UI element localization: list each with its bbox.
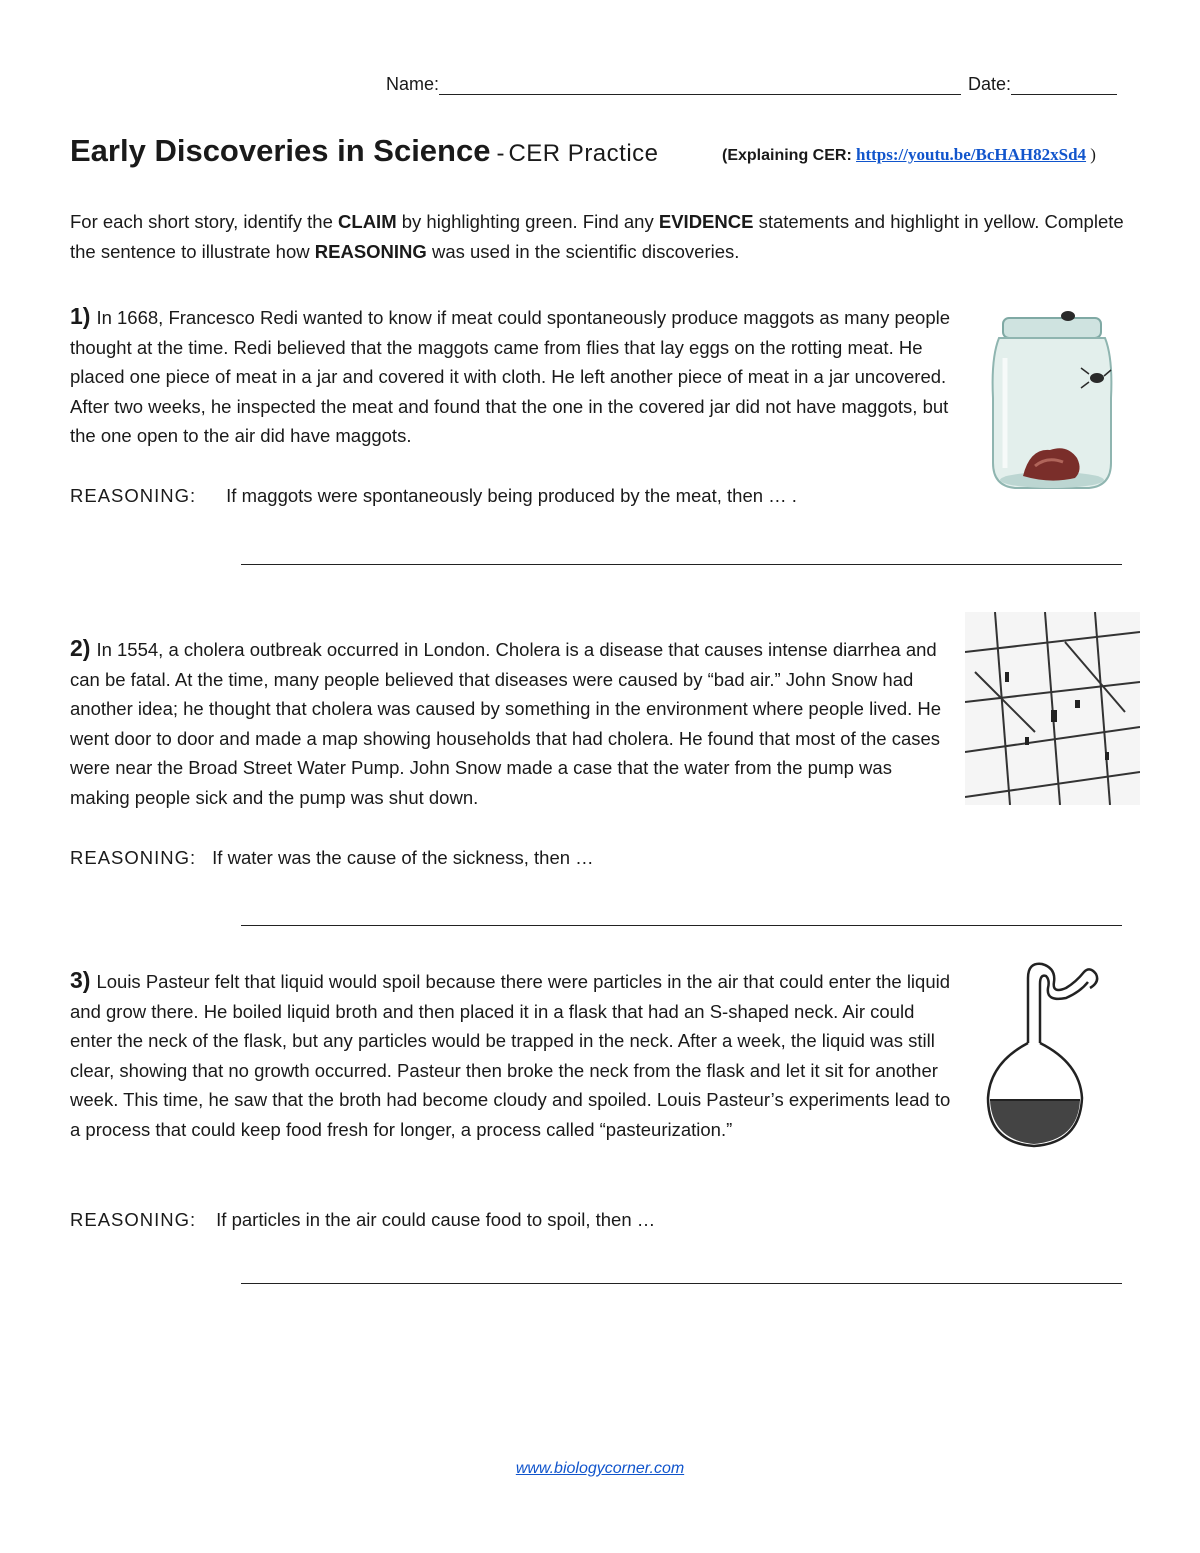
- instructions-text: For each short story, identify the: [70, 211, 339, 232]
- claim-keyword: CLAIM: [338, 211, 397, 232]
- date-label: Date:: [968, 74, 1012, 94]
- reasoning-1: [70, 485, 797, 507]
- footer-link[interactable]: www.biologycorner.com: [515, 1460, 685, 1477]
- reasoning-label: REASONING:: [70, 1209, 197, 1230]
- name-label: Name:: [386, 74, 440, 94]
- reasoning-2: [70, 847, 594, 869]
- instructions-text: statements and highlight in yellow. Complete the sentence to illustrate how: [70, 211, 1124, 262]
- title-separator: -: [496, 140, 505, 167]
- date-field[interactable]: [1011, 76, 1117, 95]
- reasoning-3: [70, 1209, 655, 1231]
- name-date-row: [386, 74, 1117, 95]
- story-text: Louis Pasteur felt that liquid would spoil because there were particles in the air that could enter the liquid and grow there. He boiled liquid broth and then placed it in a flask that had an S-shaped neck. Air could enter the neck of the flask, but any particles would be trapped in the neck. After a week, the liquid was still clear, showing that no growth occurred. Pasteur then broke the neck from the flask and let it sit for another week. This time, he saw that the broth had become cloudy and spoiled. Louis Pasteur’s experiments lead to a process that could keep food fresh for longer, a process called “pasteurization.”: [70, 971, 951, 1140]
- explain-label: (Explaining CER:: [722, 147, 852, 164]
- story-2: [70, 634, 955, 812]
- explain-link[interactable]: https://youtu.be/BcHAH82xSd4: [856, 145, 1087, 164]
- reasoning-keyword: REASONING: [314, 240, 427, 262]
- instructions-text: was used in the scientific discoveries.: [426, 240, 740, 262]
- title-row: [70, 133, 659, 169]
- name-field[interactable]: [439, 76, 961, 95]
- story-number: 1): [70, 303, 91, 329]
- story-1: [70, 302, 955, 451]
- instructions: [70, 207, 1130, 266]
- cholera-map-image: [965, 612, 1140, 805]
- reasoning-prompt: If water was the cause of the sickness, then …: [212, 847, 594, 868]
- story-number: 2): [70, 635, 91, 661]
- answer-line-2[interactable]: [241, 925, 1122, 926]
- page-subtitle: CER Practice: [508, 140, 659, 167]
- explain-close: ): [1090, 145, 1096, 164]
- answer-line-1[interactable]: [241, 564, 1122, 565]
- reasoning-label: REASONING:: [70, 847, 197, 868]
- evidence-keyword: EVIDENCE: [658, 211, 754, 232]
- reasoning-prompt: If particles in the air could cause food to spoil, then …: [216, 1209, 656, 1230]
- reasoning-label: REASONING:: [70, 485, 197, 506]
- story-text: In 1554, a cholera outbreak occurred in London. Cholera is a disease that causes intense diarrhea and can be fatal. At the time, many people believed that diseases were caused by “bad air.” John Snow had another idea; he thought that cholera was caused by something in the environment where people lived. He went door to door and made a map showing households that had cholera. He found that most of the cases were near the Broad Street Water Pump. John Snow made a case that the water from the pump was making people sick and the pump was shut down.: [70, 639, 942, 808]
- answer-line-3[interactable]: [241, 1283, 1122, 1284]
- page-title: Early Discoveries in Science: [70, 133, 491, 168]
- swan-neck-flask-image: [980, 958, 1110, 1153]
- explain-cer: [722, 145, 1096, 165]
- story-number: 3): [70, 967, 91, 993]
- reasoning-prompt: If maggots were spontaneously being produced by the meat, then … .: [226, 485, 797, 506]
- story-3: [70, 966, 955, 1144]
- instructions-text: by highlighting green. Find any: [396, 211, 659, 232]
- footer: [0, 1460, 1200, 1478]
- jar-with-flies-image: [985, 298, 1120, 493]
- story-text: In 1668, Francesco Redi wanted to know if meat could spontaneously produce maggots as many people thought at the time. Redi believed that the maggots came from flies that lay eggs on the rotting meat. He placed one piece of meat in a jar and covered it with cloth. He left another piece of meat in a jar uncovered. After two weeks, he inspected the meat and found that the one in the covered jar did not have maggots, but the one open to the air did have maggots.: [70, 307, 951, 446]
